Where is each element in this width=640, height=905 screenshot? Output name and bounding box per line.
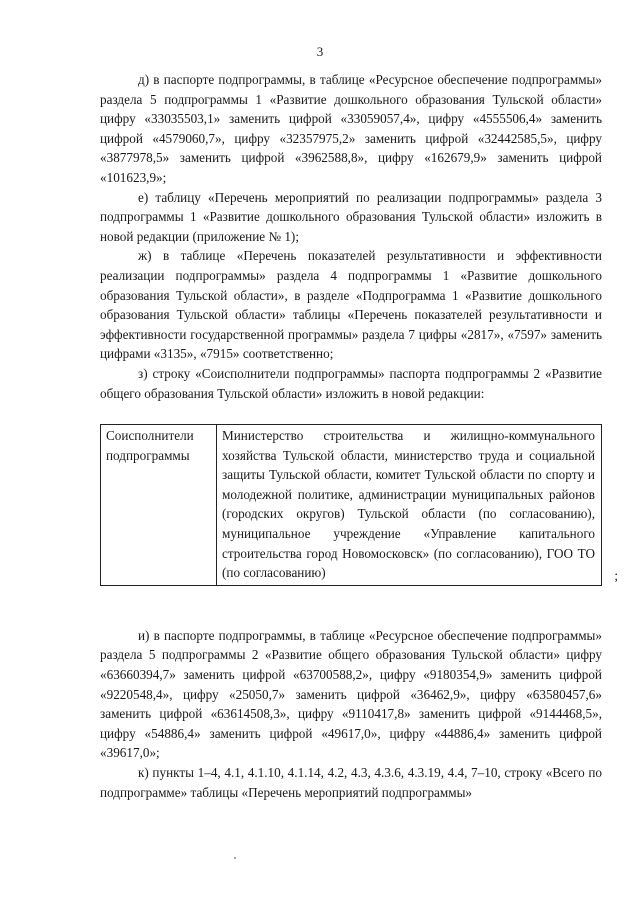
page-number: 3 — [316, 44, 324, 59]
paragraph-k: к) пункты 1–4, 4.1, 4.1.10, 4.1.14, 4.2, 4.3, 4.3.6, 4.3.19, 4.4, 7–10, строку «Всего по подпрограмме» таблицы «Перечень мероприятий подпрограммы» — [100, 765, 602, 800]
table-trailing-semicolon: ; — [614, 568, 618, 584]
paragraph-e: е) таблицу «Перечень мероприятий по реализации подпрограммы» раздела 3 подпрограммы 1 «Развитие дошкольного образования Тульской области» изложить в новой редакции (приложение № 1); — [100, 189, 602, 244]
paragraph-z: з) строку «Соисполнители подпрограммы» паспорта подпрограммы 2 «Развитие общего образования Тульской области» изложить в новой редакции: — [100, 365, 602, 401]
coexecutors-table — [100, 424, 602, 586]
paragraph-i: и) в паспорте подпрограммы, в таблице «Ресурсное обеспечение подпрограммы» раздела 5 подпрограммы 2 «Развитие общего образования Тульской области» цифру «63660394,7» заменить цифрой «63700588,2», цифру «9180354,9» заменить цифрой «9220548,4», цифру «25050,7» заменить цифрой «36462,9», цифру «63580457,6» заменить цифрой «63614508,3», цифру «9110417,8» заменить цифрой «9144468,5», цифру «54886,4» заменить цифрой «49617,0», цифру «44886,4» заменить цифрой «39617,0»; — [100, 627, 602, 761]
document-body — [100, 70, 618, 802]
coexecutors-table-block — [100, 424, 618, 586]
table-value-cell: Министерство строительства и жилищно-коммунального хозяйства Тульской области, министерство труда и социальной защиты Тульской области, комитет Тульской области по спорту и молодежной политике, администрации муниципальных районов (городских округов) Тульской области (по согласованию), муниципальное учреждение «Управление капитального строительства город Новомосковск» (по согласованию), ГОО ТО (по согласованию) — [217, 425, 602, 586]
table-label-cell: Соисполнители подпрограммы — [101, 425, 217, 586]
scan-speck — [234, 857, 236, 859]
paragraph-zh: ж) в таблице «Перечень показателей результативности и эффективности реализации подпрограммы» раздела 4 подпрограммы 1 «Развитие дошкольного образования Тульской области», в разделе «Подпрограмма 1 «Развитие дошкольного образования Тульской области» таблицы «Перечень показателей результативности и эффективности государственной программы» раздела 7 цифры «2817», «7597» заменить цифрами «3135», «7915» соответственно; — [100, 248, 602, 362]
table-row — [101, 425, 602, 586]
paragraph-d: д) в паспорте подпрограммы, в таблице «Ресурсное обеспечение подпрограммы» раздела 5 подпрограммы 1 «Развитие дошкольного образования Тульской области» цифру «33035503,1» заменить цифрой «33059057,4», цифру «4555506,4» заменить цифрой «4579060,7», цифру «32357975,2» заменить цифрой «32442585,5», цифру «3877978,5» заменить цифрой «3962588,8», цифру «162679,9» заменить цифрой «101623,9»; — [100, 72, 602, 185]
